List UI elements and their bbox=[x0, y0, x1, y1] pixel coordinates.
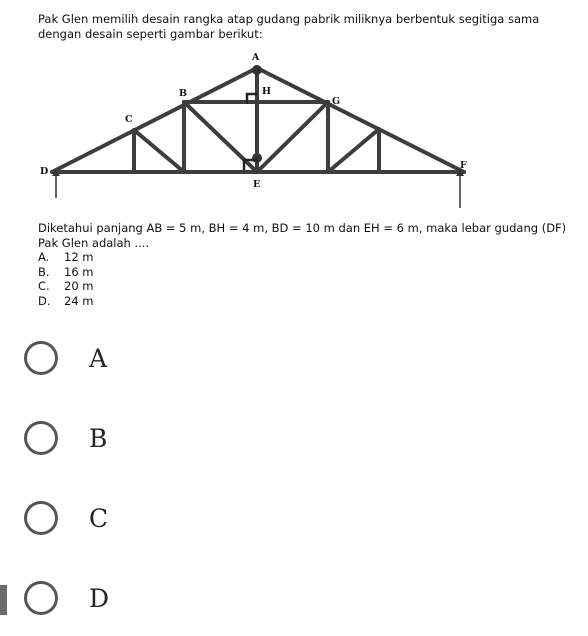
label-c: C bbox=[125, 114, 133, 125]
diagonal-g2 bbox=[328, 129, 379, 172]
question-text: Pak Glen memilih desain rangka atap gudang pabrik miliknya berbentuk segitiga sama dengan desain seperti gambar berikut: bbox=[38, 12, 540, 41]
rafter-af bbox=[257, 68, 464, 172]
option-text: 12 m bbox=[64, 250, 94, 264]
answer-label: B bbox=[89, 423, 108, 453]
option-letter: C. bbox=[38, 279, 50, 293]
diagonal-ge bbox=[257, 102, 328, 172]
option-text: 16 m bbox=[64, 264, 94, 279]
option-list bbox=[38, 250, 94, 308]
rafter-da bbox=[52, 68, 257, 172]
option-text: 20 m bbox=[64, 279, 94, 293]
label-f: F bbox=[460, 160, 467, 171]
option-item bbox=[38, 265, 94, 280]
scroll-indicator[interactable] bbox=[0, 585, 7, 615]
answer-label: D bbox=[89, 583, 110, 613]
answer-choice-d[interactable] bbox=[24, 576, 324, 620]
diagonal-c bbox=[134, 130, 184, 172]
option-letter: D. bbox=[38, 293, 51, 308]
radio-button[interactable] bbox=[24, 421, 58, 455]
option-letter: A. bbox=[38, 250, 50, 264]
option-item bbox=[38, 294, 94, 309]
radio-button[interactable] bbox=[24, 501, 58, 535]
option-item bbox=[38, 250, 94, 265]
label-d: D bbox=[40, 166, 49, 177]
answer-label: A bbox=[89, 343, 108, 373]
roof-truss-diagram bbox=[34, 46, 544, 214]
option-letter: B. bbox=[38, 264, 50, 279]
node-e bbox=[252, 153, 262, 163]
given-text: Diketahui panjang AB = 5 m, BH = 4 m, BD = 10 m dan EH = 6 m, maka lebar gudang (DF) Pak Glen adalah .... bbox=[38, 221, 567, 250]
answer-label: C bbox=[89, 503, 109, 533]
answer-choice-c[interactable] bbox=[24, 496, 324, 540]
label-g: G bbox=[332, 96, 341, 107]
answer-choice-a[interactable] bbox=[24, 336, 324, 380]
node-a bbox=[252, 65, 262, 75]
option-text: 24 m bbox=[64, 293, 94, 308]
label-a: A bbox=[252, 52, 260, 63]
answer-choice-b[interactable] bbox=[24, 416, 324, 460]
label-b: B bbox=[179, 88, 188, 99]
option-item bbox=[38, 279, 94, 294]
diagonal-be bbox=[184, 102, 257, 172]
label-h: H bbox=[262, 86, 271, 97]
radio-button[interactable] bbox=[24, 341, 58, 375]
label-e: E bbox=[253, 179, 261, 190]
radio-button[interactable] bbox=[24, 581, 58, 615]
